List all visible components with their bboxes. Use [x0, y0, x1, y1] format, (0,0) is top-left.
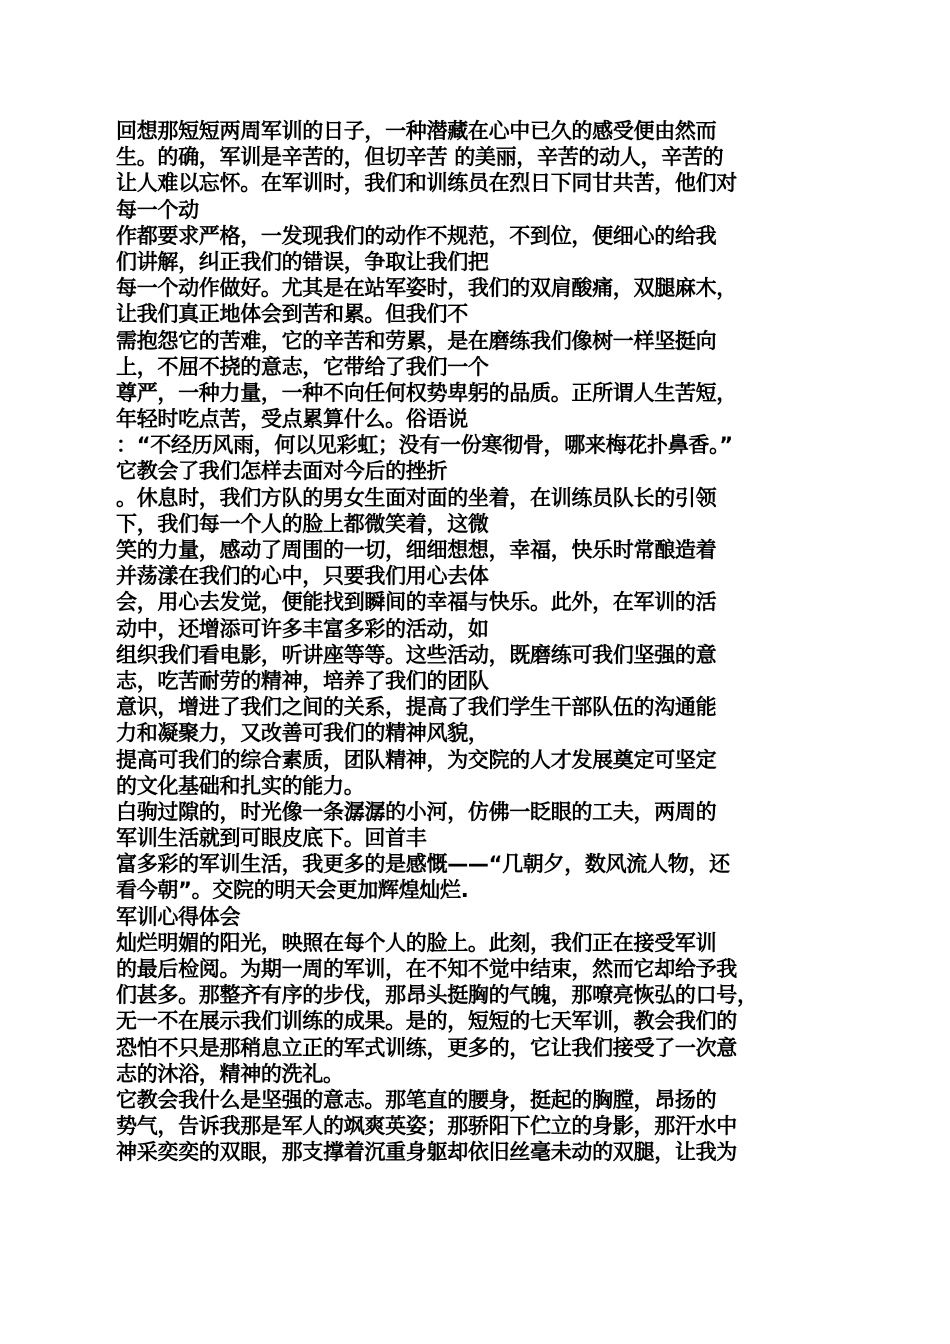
section-heading: 军训心得体会 [116, 904, 241, 929]
article-body [116, 118, 836, 1166]
text-line: 白驹过隙的，时光像一条潺潺的小河，仿佛一眨眼的工夫，两周的 [116, 799, 717, 824]
text-line: 每一个动 [116, 197, 199, 222]
text-line: 志，吃苦耐劳的精神，培养了我们的团队 [116, 668, 489, 693]
text-line: 让我们真正地体会到苦和累。但我们不 [116, 302, 468, 327]
text-line: 笑的力量，感动了周围的一切，细细想想，幸福，快乐时常酿造着 [116, 538, 717, 562]
text-line: 恐怕不只是那稍息立正的军式训练，更多的，它让我们接受了一次意 [116, 1035, 737, 1060]
text-line: 让人难以忘怀。在军训时，我们和训练员在烈日下同甘共苦，他们对 [116, 171, 737, 196]
text-line: 回想那短短两周军训的日子，一种潜藏在心中已久的感受便由然而 [116, 119, 717, 143]
text-line: 并荡漾在我们的心中，只要我们用心去体 [116, 564, 489, 589]
text-line: 动中，还增添可许多丰富多彩的活动，如 [116, 616, 489, 641]
text-line: 富多彩的军训生活，我更多的是感慨——“几朝夕，数风流人物，还 [116, 852, 730, 877]
text-line: 组织我们看电影，听讲座等等。这些活动，既磨练可我们坚强的意 [116, 642, 717, 667]
text-line: 下，我们每一个人的脸上都微笑着，这微 [116, 511, 489, 536]
text-line: 尊严，一种力量，一种不向任何权势卑躬的品质。正所谓人生苦短， [116, 380, 737, 405]
text-line: 看今朝”。交院的明天会更加辉煌灿烂. [116, 878, 469, 903]
text-line: 志的沐浴，精神的洗礼。 [116, 1061, 344, 1086]
text-line: 势气，告诉我那是军人的飒爽英姿；那骄阳下伫立的身影，那汗水中 [116, 1114, 737, 1139]
text-line: 的最后检阅。为期一周的军训，在不知不觉中结束，然而它却给予我 [116, 957, 737, 981]
text-line: 上，不屈不挠的意志，它带给了我们一个 [116, 354, 489, 379]
text-line: 们讲解，纠正我们的错误，争取让我们把 [116, 249, 489, 274]
text-line: 们甚多。那整齐有序的步伐，那昂头挺胸的气魄，那嘹亮恢弘的口号， [116, 983, 758, 1008]
text-line: 灿烂明媚的阳光，映照在每个人的脸上。此刻，我们正在接受军训 [116, 930, 717, 955]
text-line: 军训生活就到可眼皮底下。回首丰 [116, 826, 427, 851]
text-line: 的文化基础和扎实的能力。 [116, 773, 365, 798]
text-line: 会，用心去发觉，便能找到瞬间的幸福与快乐。此外，在军训的活 [116, 590, 717, 615]
text-line: 生。的确，军训是辛苦的，但切辛苦 的美丽，辛苦的动人，辛苦的 [116, 145, 724, 170]
text-line: 它教会我什么是坚强的意志。那笔直的腰身，挺起的胸膛，昂扬的 [116, 1087, 717, 1112]
text-line: 它教会了我们怎样去面对今后的挫折 [116, 459, 448, 484]
text-line: ：“不经历风雨，何以见彩虹；没有一份寒彻骨，哪来梅花扑鼻香。” [116, 433, 733, 458]
text-line: 需抱怨它的苦难，它的辛苦和劳累，是在磨练我们像树一样坚挺向 [116, 328, 717, 353]
text-line: 无一不在展示我们训练的成果。是的，短短的七天军训，教会我们的 [116, 1009, 737, 1034]
text-line: 意识，增进了我们之间的关系，提高了我们学生干部队伍的沟通能 [116, 695, 717, 720]
text-line: 作都要求严格，一发现我们的动作不规范，不到位，便细心的给我 [116, 223, 717, 248]
text-line: 提高可我们的综合素质，团队精神，为交院的人才发展奠定可坚定 [116, 747, 717, 772]
text-line: 。休息时，我们方队的男女生面对面的坐着，在训练员队长的引领 [116, 485, 717, 510]
text-line: 力和凝聚力，又改善可我们的精神风貌， [116, 721, 489, 746]
text-line: 神采奕奕的双眼，那支撑着沉重身躯却依旧丝毫未动的双腿，让我为 [116, 1140, 737, 1165]
text-line: 每一个动作做好。尤其是在站军姿时，我们的双肩酸痛，双腿麻木， [116, 276, 737, 301]
text-line: 年轻时吃点苦，受点累算什么。俗语说 [116, 407, 468, 432]
